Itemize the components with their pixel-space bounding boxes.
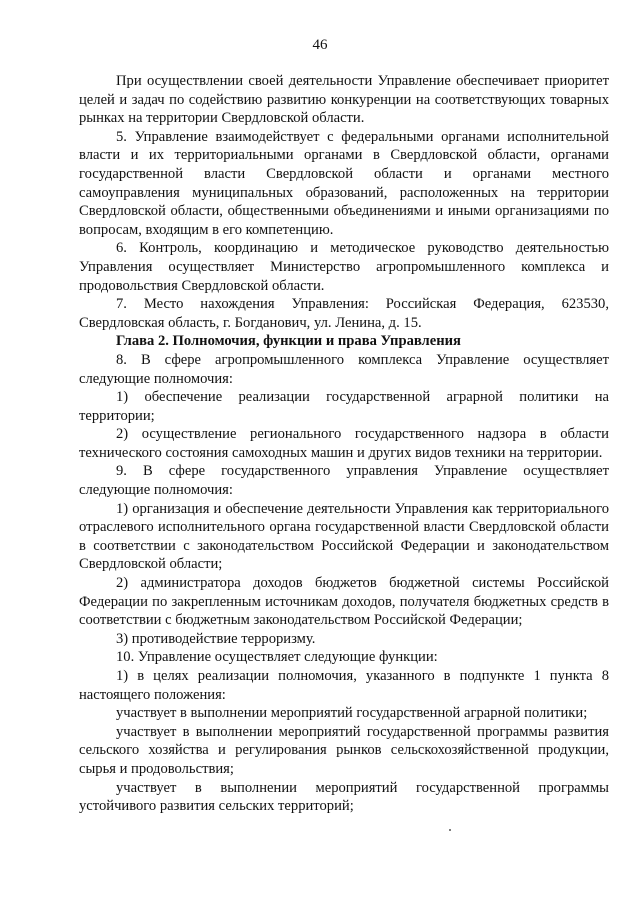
paragraph-8-item-1: 1) обеспечение реализации государственной аграрной политики на территории; [79, 389, 609, 424]
paragraph-10-functions: 10. Управление осуществляет следующие функции: [116, 649, 438, 666]
paragraph-10-item-1-b: участвует в выполнении мероприятий государственной программы развития сельского хозяйства и регулирования рынков сельскохозяйственной продукции, сырья и продовольствия; [79, 723, 609, 777]
paragraph-8-powers: 8. В сфере агропромышленного комплекса Управление осуществляет следующие полномочия: [79, 351, 609, 387]
paragraph-5-interaction: 5. Управление взаимодействует с федеральными органами исполнительной власти и их территориальными органами в Свердловской области, органами государственной власти Свердловской области и органами местного самоуправления муниципальных образований, расположенных на территории Свердловской области, общественными объединениями и иными организациями по вопросам, входящим в его компетенцию. [79, 128, 609, 238]
paragraph-9-item-3: 3) противодействие терроризму. [116, 630, 316, 647]
scan-speck [449, 829, 451, 831]
paragraph-7-location: 7. Место нахождения Управления: Российская Федерация, 623530, Свердловская область, г. Богданович, ул. Ленина, д. 15. [79, 296, 609, 331]
paragraph-10-item-1: 1) в целях реализации полномочия, указанного в подпункте 1 пункта 8 настоящего положения: [79, 668, 609, 703]
paragraph-9-item-1: 1) организация и обеспечение деятельности Управления как территориального отраслевого исполнительного органа государственной власти Свердловской области в соответствии с законодательством Российской Федерации и законодательством Свердловской области; [79, 500, 609, 573]
paragraph-9-powers: 9. В сфере государственного управления Управление осуществляет следующие полномочия: [79, 463, 609, 499]
paragraph-8-item-2: 2) осуществление регионального государственного надзора в области технического состояния самоходных машин и других видов техники на территории. [79, 426, 609, 461]
paragraph-6-control: 6. Контроль, координацию и методическое руководство деятельностью Управления осуществляет Министерство агропромышленного комплекса и продовольствия Свердловской области. [79, 240, 609, 294]
paragraph-9-item-2: 2) администратора доходов бюджетов бюджетной системы Российской Федерации по закрепленным источникам доходов, получателя бюджетных средств в соответствии с бюджетным законодательством Российской Федерации; [79, 575, 609, 629]
document-body [79, 72, 609, 816]
chapter-heading: Глава 2. Полномочия, функции и права Управления [116, 333, 461, 350]
paragraph-10-item-1-a: участвует в выполнении мероприятий государственной аграрной политики; [116, 705, 588, 722]
page-number: 46 [312, 37, 328, 53]
paragraph-competition-priority: При осуществлении своей деятельности Управление обеспечивает приоритет целей и задач по содействию развитию конкуренции на соответствующих товарных рынках на территории Свердловской области. [79, 73, 609, 127]
paragraph-10-item-1-c: участвует в выполнении мероприятий государственной программы устойчивого развития сельских территорий; [79, 779, 609, 815]
